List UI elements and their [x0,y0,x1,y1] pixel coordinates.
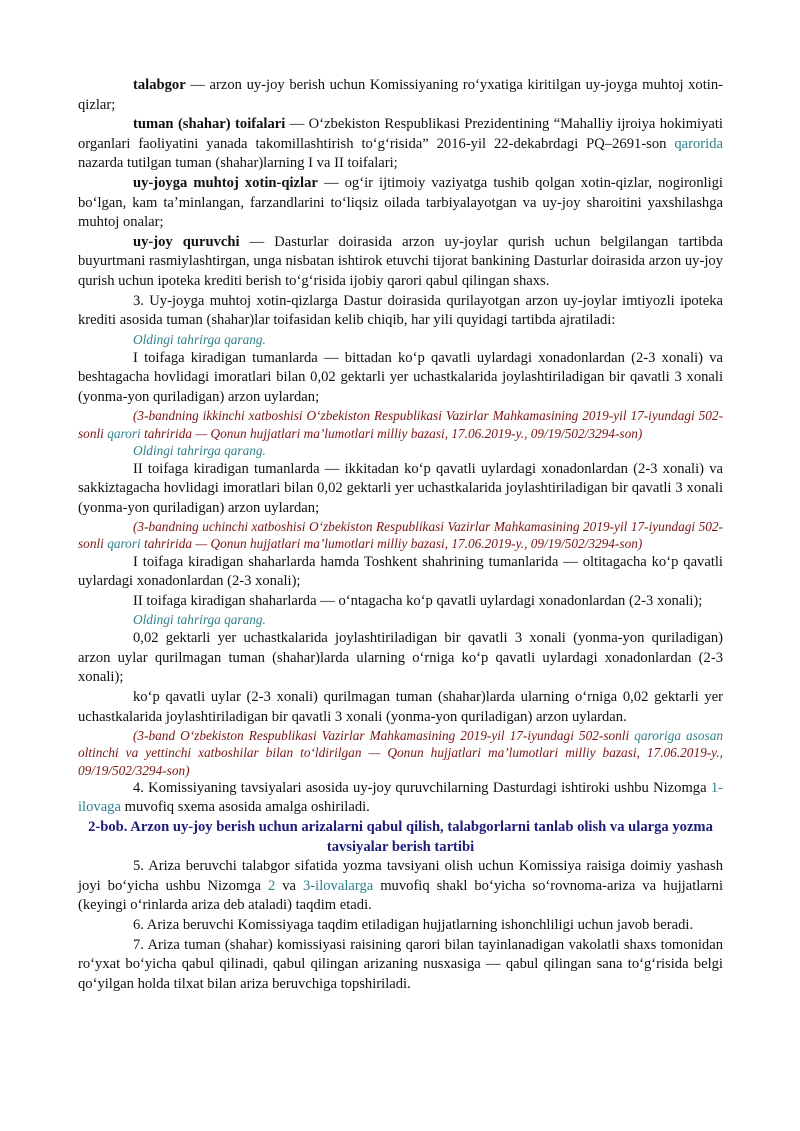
paragraph-3: 3. Uy-joyga muhtoj xotin-qizlarga Dastur doirasida qurilayotgan arzon uy-joylar imtiyozli ipoteka krediti asosida tuman (shahar)lar toifasidan kelib chiqib, har yili quyidagi tartibda ajratiladi: [78,292,723,329]
amendment-note [78,407,723,441]
definition-district-categories [78,115,723,174]
previous-edition-link[interactable]: Oldingi tahrirga qarang. [133,612,266,628]
definition-text: — Oʻzbekiston Respublikasi Prezidentining “Mahalliy ijroiya hokimiyati organlari faoliyatini yanada takomillashtirish toʻgʻrisida” 2016-yil 22-dekabrdagi PQ–2691-son [78,116,723,152]
note-text: tahririda — Qonun hujjatlari maʼlumotlari milliy bazasi, 17.06.2019-y., 09/19/502/3294-son) [140,425,643,441]
definition-talabgor [78,76,723,115]
definition-needy-women [78,174,723,233]
definition-text: nazarda tutilgan tuman (shahar)larning I va II toifalari; [78,155,398,172]
paragraph-text: muvofiq sxema asosida amalga oshiriladi. [120,799,370,816]
paragraph-text: 4. Komissiyaning tavsiyalari asosida uy-joy quruvchilarning Dasturdagi ishtiroki ushbu Nizomga [133,779,711,796]
note-text: oltinchi va yettinchi xatboshilar bilan toʻldirilgan — Qonun hujjatlari maʼlumotlari milliy bazasi, 17.06.2019-y., 09/19/502/3294-son) [78,745,723,778]
note-text: (3-bandning ikkinchi xatboshisi Oʻzbekiston Respublikasi Vazirlar Mahkamasining 2019-yil 17-iyundagi 502-sonli [78,408,723,441]
appendix-1-link[interactable]: 1-ilovaga [78,779,723,816]
previous-edition-link[interactable]: Oldingi tahrirga qarang. [133,442,266,458]
paragraph-text: 5. Ariza beruvchi talabgor sifatida yozma tavsiyani olish uchun Komissiya raisiga doimiy yashash joyi boʻyicha ushbu Nizomga [78,858,723,894]
definition-text: — Dasturlar doirasida arzon uy-joylar qurish uchun belgilangan tartibda buyurtmani rasmiylashtirgan, unga nisbatan ishtirok etuvchi tijorat bankining Dasturlar doirasida arzon uy-joy qurish uchun ipoteka krediti berish toʻgʻrisida ijobiy qarori qabul qilingan shaxs. [78,233,723,289]
paragraph-3-item-1: I toifaga kiradigan tumanlarda — bittadan koʻp qavatli uylardagi xonadonlardan (2-3 xonali) va beshtagacha hovlidagi imoratlari bilan 0,02 gektarli yer uchastkalarida joylashtiriladigan bir qavatli 3 xonali (yonma-yon quriladigan) arzon uylardan; [78,349,723,405]
amendment-note [78,518,723,552]
definition-term: tuman (shahar) toifalari [133,116,286,133]
definition-builder [78,233,723,292]
paragraph-6: 6. Ariza beruvchi Komissiyaga taqdim etiladigan hujjatlarning ishonchliligi uchun javob beradi. [133,917,694,933]
definition-text: — arzon uy-joy berish uchun Komissiyaning roʻyxatiga kiritilgan uy-joyga muhtoj xotin-qizlar; [78,77,723,113]
definition-term: talabgor [133,77,186,93]
amendment-note [78,727,723,779]
paragraph-3-item-6: koʻp qavatli uylar (2-3 xonali) qurilmagan tuman (shahar)larda ularning oʻrniga 0,02 gektarli yer uchastkalarida joylashtiriladigan bir qavatli 3 xonali (yonma-yon quriladigan) arzon uylardan. [78,689,723,725]
note-text: (3-bandning uchinchi xatboshisi Oʻzbekiston Respublikasi Vazirlar Mahkamasining 2019-yil 17-iyundagi 502-sonli [78,519,723,552]
note-text: tahririda — Qonun hujjatlari maʼlumotlari milliy bazasi, 17.06.2019-y., 09/19/502/3294-son) [140,536,643,552]
paragraph-7: 7. Ariza tuman (shahar) komissiyasi raisining qarori bilan tayinlanadigan vakolatli shaxs tomonidan roʻyxat boʻyicha qabul qilinadi, qabul qilingan arizaning nusxasiga — qabul qilingan sana toʻgʻrisida belgi qoʻyilgan holda tilxat bilan ariza beruvchiga topshiriladi. [78,936,723,992]
appendix-3-link[interactable]: 3-ilovalarga [302,877,374,894]
note-text: (3-band Oʻzbekiston Respublikasi Vazirlar Mahkamasining 2019-yil 17-iyundagi 502-sonli [133,728,635,744]
chapter-2-heading: 2-bob. Arzon uy-joy berish uchun arizalarni qabul qilish, talabgorlarni tanlab olish va ularga yozma tavsiyalar berish tartibi [88,819,713,855]
paragraph-3-item-2: II toifaga kiradigan tumanlarda — ikkitadan koʻp qavatli uylardagi xonadonlardan (2-3 xonali) va sakkiztagacha hovlidagi imoratlari bilan 0,02 gektarli yer uchastkalarida joylashtiriladigan bir qavatli 3 xonali (yonma-yon quriladigan) arzon uylardan; [78,460,723,516]
appendix-2-link[interactable]: 2 [267,877,276,894]
definition-term: uy-joyga muhtoj xotin-qizlar [133,174,318,191]
paragraph-4 [78,779,723,818]
resolution-link[interactable]: qarorida [674,135,723,152]
resolution-link[interactable]: qaroriga asosan [634,728,723,744]
resolution-link[interactable]: qarori [107,536,141,552]
paragraph-3-item-3: I toifaga kiradigan shaharlarda hamda Toshkent shahrining tumanlarida — oltitagacha koʻp qavatli uylardagi xonadonlardan (2-3 xonali); [78,553,723,590]
paragraph-5 [78,857,723,916]
resolution-link[interactable]: qarori [107,425,141,441]
paragraph-text: va [275,877,303,894]
previous-edition-link[interactable]: Oldingi tahrirga qarang. [133,331,266,347]
definition-text: — ogʻir ijtimoiy vaziyatga tushib qolgan xotin-qizlar, nogironligi boʻlgan, kam taʼminlangan, farzandlarini toʻliqsiz oilada tarbiyalayotgan va uy-joy sharoitini yaxshilashga muhtoj onalar; [78,174,723,231]
paragraph-3-item-5: 0,02 gektarli yer uchastkalarida joylashtiriladigan bir qavatli 3 xonali (yonma-yon quriladigan) arzon uylar qurilmagan tuman (shahar)larda ularning oʻrniga koʻp qavatli uylardagi xonadonlardan (2-3 xonali); [78,630,723,686]
definition-term: uy-joy quruvchi [133,233,240,250]
paragraph-3-item-4: II toifaga kiradigan shaharlarda — oʻntagacha koʻp qavatli uylardagi xonadonlardan (2-3 xonali); [133,592,703,609]
paragraph-text: muvofiq shakl boʻyicha soʻrovnoma-ariza va hujjatlarni (keyingi oʻrinlarda ariza deb ataladi) taqdim etadi. [78,877,723,914]
